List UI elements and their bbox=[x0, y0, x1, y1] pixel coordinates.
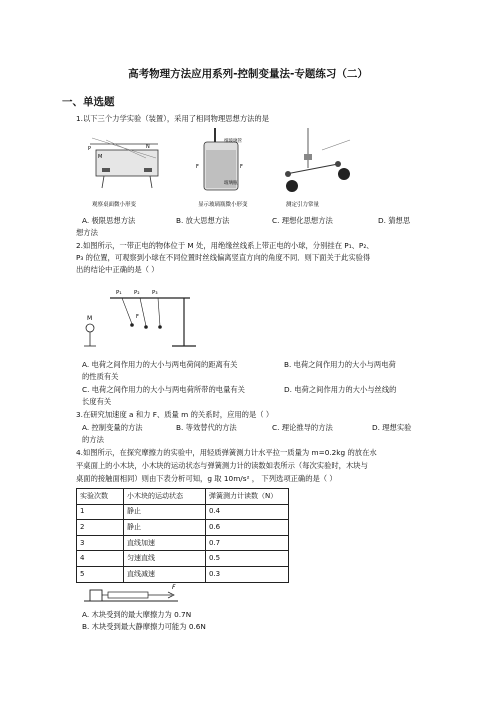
table-row bbox=[77, 551, 289, 567]
q2-option-c[interactable]: C. 电荷之间作用力的大小与两电荷所带的电量有关 bbox=[82, 385, 245, 394]
q3-option-d[interactable]: D. 理想实验 bbox=[372, 423, 412, 432]
q4-figure bbox=[82, 581, 182, 607]
q4-stem-line2: 平桌面上的小木块，小木块的运动状态与弹簧测力计的读数如表所示（每次实验时，木块与 bbox=[76, 461, 368, 470]
q2-fig-label-p2: P₂ bbox=[134, 290, 140, 296]
q3-option-c[interactable]: C. 理论推导的方法 bbox=[272, 423, 333, 432]
q1-figures bbox=[86, 128, 386, 210]
table-cell: 2 bbox=[77, 520, 124, 536]
q3-option-b[interactable]: B. 等效替代的方法 bbox=[176, 423, 237, 432]
table-cell: 静止 bbox=[124, 520, 206, 536]
q2-option-b-cont: 的性质有关 bbox=[82, 372, 119, 381]
q2-fig-label-m: M bbox=[87, 315, 93, 322]
q1-fig3-torsion-balance bbox=[285, 128, 350, 208]
q1-option-a[interactable]: A. 极限思想方法 bbox=[82, 216, 136, 225]
table-cell: 0.7 bbox=[206, 535, 289, 551]
q2-stem-line3: 出的结论中正确的是（ ） bbox=[76, 265, 159, 274]
table-header-row bbox=[77, 489, 289, 505]
q2-fig-label-p1: P₁ bbox=[116, 290, 122, 296]
table-cell: 0.5 bbox=[206, 551, 289, 567]
table-cell: 4 bbox=[77, 551, 124, 567]
q1-option-c[interactable]: C. 理想化思想方法 bbox=[272, 216, 333, 225]
q2-option-d-cont: 长度有关 bbox=[82, 397, 112, 406]
table-cell: 3 bbox=[77, 535, 124, 551]
q1-fig2-force-left: F bbox=[196, 164, 199, 170]
document-title: 高考物理方法应用系列-控制变量法-专题练习（二） bbox=[128, 68, 368, 80]
q1-stem: 1.以下三个力学实验（装置），采用了相同物理思想方法的是 bbox=[76, 114, 270, 123]
q1-fig2-force-right: F bbox=[240, 164, 243, 170]
q2-option-b[interactable]: B. 电荷之间作用力的大小与两电荷 bbox=[284, 360, 396, 369]
q3-option-d-cont: 的方法 bbox=[82, 435, 104, 444]
q2-fig-label-p3: P₃ bbox=[152, 290, 158, 296]
q1-option-b[interactable]: B. 放大思想方法 bbox=[176, 216, 230, 225]
q2-fig-label-f: F bbox=[136, 314, 139, 320]
table-cell: 0.3 bbox=[206, 566, 289, 582]
q2-stem-line1: 2.如图所示，一带正电的物体位于 M 处，用绝缘丝线系上带正电的小球，分别挂在 P₁、P₂、 bbox=[76, 241, 374, 250]
q4-stem-line1: 4.如图所示，在探究摩擦力的实验中，用轻质弹簧测力计水平拉一质量为 m=0.2kg 的放在水 bbox=[76, 448, 377, 457]
q2-figure bbox=[82, 282, 202, 352]
table-row bbox=[77, 520, 289, 536]
q1-fig2-bottle-label: 玻璃瓶 bbox=[224, 181, 238, 186]
q1-fig2-caption: 显示玻璃瓶微小形变 bbox=[198, 202, 248, 208]
table-row bbox=[77, 535, 289, 551]
q4-fig-label-f: F bbox=[172, 584, 176, 591]
q3-stem: 3.在研究加速度 a 和力 F、质量 m 的关系时，应用的是（ ） bbox=[76, 410, 274, 419]
table-cell: 0.6 bbox=[206, 520, 289, 536]
q2-stem-line2: P₃ 的位置，可观察到小球在不同位置时丝线偏离竖直方向的角度不同．则下面关于此实验得 bbox=[76, 253, 371, 262]
q1-fig1-label-n: N bbox=[146, 144, 150, 150]
q1-fig1-label-p: P bbox=[88, 146, 92, 152]
q3-option-a[interactable]: A. 控制变量的方法 bbox=[82, 423, 143, 432]
q1-option-d-cont: 想方法 bbox=[76, 228, 98, 237]
table-cell: 直线减速 bbox=[124, 566, 206, 582]
table-cell: 直线加速 bbox=[124, 535, 206, 551]
q1-option-d[interactable]: D. 猜想思 bbox=[378, 216, 411, 225]
q1-fig2-bottle-deformation bbox=[196, 128, 248, 208]
q2-option-a[interactable]: A. 电荷之间作用力的大小与两电荷间的距离有关 bbox=[82, 360, 238, 369]
table-row bbox=[77, 504, 289, 520]
q1-fig2-tube-label: 细玻璃管 bbox=[224, 139, 242, 144]
q4-data-table bbox=[76, 488, 289, 583]
q1-fig3-caption: 测定引力常量 bbox=[286, 202, 320, 208]
section-heading: 一、单选题 bbox=[62, 96, 115, 108]
q1-fig1-label-m: M bbox=[98, 154, 103, 160]
table-cell: 静止 bbox=[124, 504, 206, 520]
table-row bbox=[77, 566, 289, 582]
table-cell: 5 bbox=[77, 566, 124, 582]
q1-fig1-desk-deformation bbox=[88, 138, 158, 208]
q4-option-a[interactable]: A. 木块受到的最大摩擦力为 0.7N bbox=[82, 610, 192, 619]
table-cell: 0.4 bbox=[206, 504, 289, 520]
q4-stem-line3: 桌面的接触面相同）则由下表分析可知，g 取 10m/s² ， 下列选项正确的是（ ） bbox=[76, 474, 337, 483]
q4-option-b[interactable]: B. 木块受到最大静摩擦力可能为 0.6N bbox=[82, 622, 206, 631]
table-header-cell: 实验次数 bbox=[77, 489, 124, 505]
table-cell: 匀速直线 bbox=[124, 551, 206, 567]
table-header-cell: 小木块的运动状态 bbox=[124, 489, 206, 505]
table-cell: 1 bbox=[77, 504, 124, 520]
table-header-cell: 弹簧测力计读数（N） bbox=[206, 489, 289, 505]
q2-option-d[interactable]: D. 电荷之间作用力的大小与丝线的 bbox=[284, 385, 397, 394]
q1-fig1-caption: 观察桌面微小形变 bbox=[92, 202, 137, 208]
